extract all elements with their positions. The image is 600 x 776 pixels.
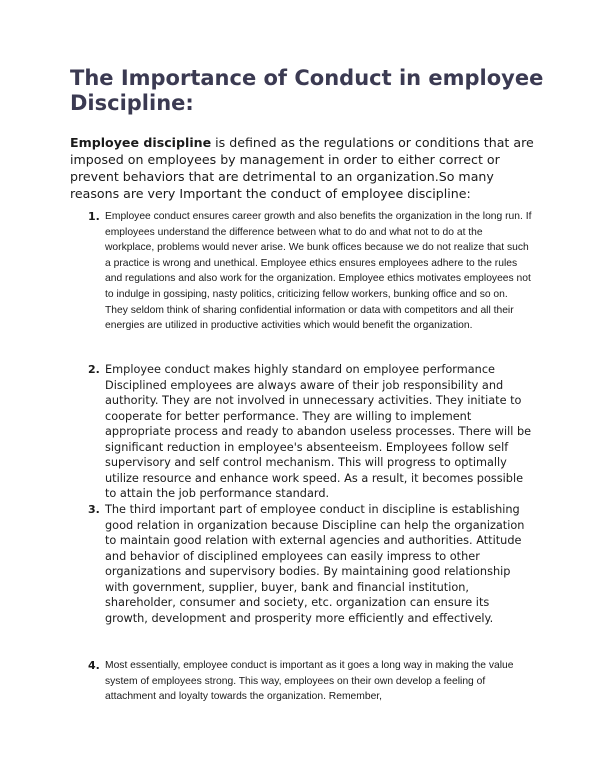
intro-text: is defined as the regulations or conditions that are imposed on employees by management in order to either correct or prevent behaviors that are detrimental to an organization.So many reasons are very Important the conduct of employee discipline: (70, 135, 534, 201)
list-item-text: Most essentially, employee conduct is important as it goes a long way in making the value system of employees strong. This way, employees on their own develop a feeling of attachment and loyalty towards the organization. Remember, (105, 660, 514, 703)
intro-paragraph (70, 134, 540, 202)
intro-lead-term: Employee discipline (70, 135, 212, 150)
list-number: 4. (88, 659, 100, 672)
list-item-2 (88, 362, 533, 502)
list-number: 3. (88, 503, 100, 516)
list-number: 2. (88, 363, 100, 376)
list-item-1 (88, 209, 533, 334)
list-item-4 (88, 658, 533, 705)
list-item-text: Employee conduct ensures career growth and also benefits the organization in the long run. If employees understand the difference between what to do and what not to do at the workplace, problems would never arise. We bunk offices because we do not realize that such a practice is wrong and unethical. Employee ethics ensures employees adhere to the rules and regulations and also work for the organization. Employee ethics motivates employees not to indulge in gossiping, nasty politics, criticizing fellow workers, bunking office and so on. They seldom think of sharing confidential information or data with competitors and all their energies are utilized in productive activities which would benefit the organization. (105, 211, 532, 332)
list-item-text: The third important part of employee conduct in discipline is establishing good relation in organization because Discipline can help the organization to maintain good relation with external agencies and authorities. Attitude and behavior of disciplined employees can easily impress to other organizations and supervisory bodies. By maintaining good relationship with government, supplier, buyer, bank and financial institution, shareholder, consumer and society, etc. organization can ensure its growth, development and prosperity more efficiently and effectively. (105, 503, 525, 625)
list-item-3 (88, 502, 533, 626)
document-title: The Importance of Conduct in employee Discipline: (70, 66, 544, 115)
list-number: 1. (88, 210, 100, 223)
list-item-text: Employee conduct makes highly standard on employee performance Disciplined employees are always aware of their job responsibility and authority. They are not involved in unnecessary activities. They initiate to cooperate for better performance. They are willing to implement appropriate process and ready to abandon useless processes. There will be significant reduction in employee's absenteeism. Employees follow self supervisory and self control mechanism. This will progress to optimally utilize resource and enhance work speed. As a result, it becomes possible to attain the job performance standard. (105, 363, 532, 500)
